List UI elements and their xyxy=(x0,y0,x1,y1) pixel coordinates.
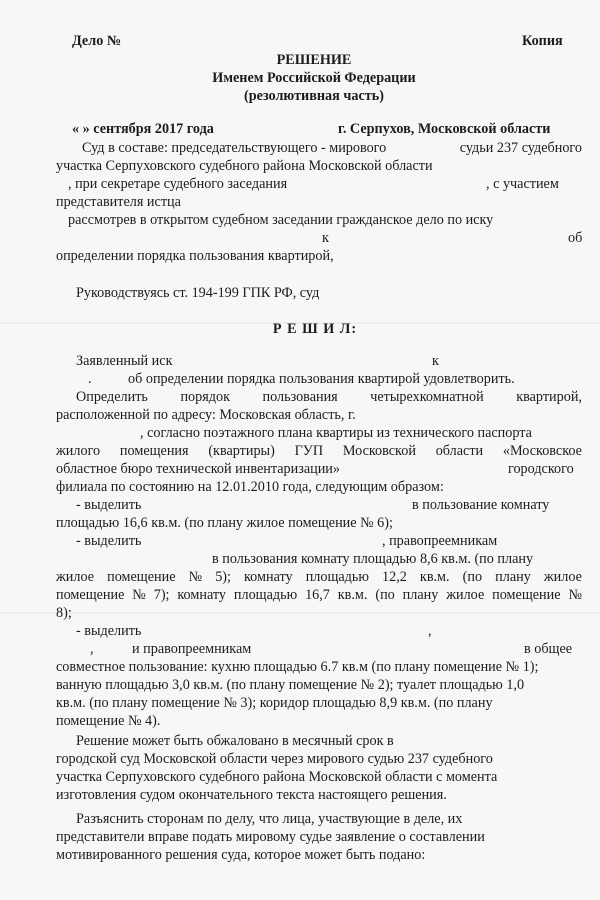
allocation-item-3-common: в общее xyxy=(524,641,573,657)
floor-plan-line: жилого помещения (квартиры) ГУП Московской области «Московское xyxy=(56,443,582,459)
allocation-item-2-room: в пользования комнату площадью 8,6 кв.м. (по плану xyxy=(212,551,534,567)
allocation-item-3: - выделить xyxy=(76,623,142,639)
plaintiff-representative-line: представителя истца xyxy=(56,194,181,210)
copy-label: Копия xyxy=(522,33,563,49)
appeal-paragraph: городской суд Московской области через мирового судью 237 судебного xyxy=(56,751,493,767)
document-title: РЕШЕНИЕ xyxy=(276,52,352,68)
common-use-line: совместное пользование: кухню площадью 6.7 кв.м (по плану помещение № 1); xyxy=(56,659,539,675)
secretary-line: , при секретаре судебного заседания xyxy=(68,176,288,192)
subject-preposition: об xyxy=(568,230,583,246)
document-part-label: (резолютивная часть) xyxy=(244,88,384,104)
allocation-item-2-successors: , правопреемникам xyxy=(382,533,498,549)
allocation-item-1: - выделить xyxy=(76,497,142,513)
appeal-paragraph: участка Серпуховского судебного района Московской области с момента xyxy=(56,769,498,785)
claim-defendant-marker: к xyxy=(432,353,439,369)
order-line: Определить порядок пользования четырехкомнатной квартирой, xyxy=(76,389,582,405)
allocation-item-2-end: 8); xyxy=(56,605,72,621)
decision-place: г. Серпухов, Московской области xyxy=(338,121,551,137)
scan-artifact-line xyxy=(0,612,600,614)
allocation-item-2: - выделить xyxy=(76,533,142,549)
court-composition-line: Суд в составе: председательствующего - мирового судьи 237 судебного xyxy=(82,140,582,156)
bti-branch-text: городского xyxy=(508,461,574,477)
allocation-item-3-successors: и правопреемникам xyxy=(132,641,252,657)
allocation-item-1-use: в пользование комнату xyxy=(412,497,550,513)
subject-line: определении порядка пользования квартирой, xyxy=(56,248,334,264)
explanation-paragraph: представители вправе подать мировому судье заявление о составлении xyxy=(56,829,485,845)
claim-period-marker: . xyxy=(88,371,92,387)
appeal-paragraph: Решение может быть обжаловано в месячный срок в xyxy=(76,733,394,749)
allocation-item-3-comma: , xyxy=(90,641,94,657)
decision-heading: Р Е Ш И Л: xyxy=(272,321,358,337)
claim-line: Заявленный иск xyxy=(76,353,173,369)
bti-line: областное бюро технической инвентаризации» xyxy=(56,461,340,477)
document-subtitle: Именем Российской Федерации xyxy=(212,70,416,86)
allocation-item-2-rooms: помещение № 7); комнату площадью 16,7 кв.м. (по плану жилое помещение № xyxy=(56,587,582,603)
address-line: расположенной по адресу: Московская область, г. xyxy=(56,407,356,423)
common-use-line: ванную площадью 3,0 кв.м. (по плану помещение № 2); туалет площадью 1,0 xyxy=(56,677,525,693)
case-number-label: Дело № xyxy=(72,33,122,49)
allocation-item-2-rooms: жилое помещение № 5); комнату площадью 12,2 кв.м. (по плану жилое xyxy=(56,569,582,585)
appeal-paragraph: изготовления судом окончательного текста настоящего решения. xyxy=(56,787,447,803)
participation-text: , с участием xyxy=(486,176,559,192)
claim-satisfied-line: об определении порядка пользования квартирой удовлетворить. xyxy=(128,371,515,387)
branch-date-line: филиала по состоянию на 12.01.2010 года, следующим образом: xyxy=(56,479,444,495)
common-use-line: кв.м. (по плану помещение № 3); коридор площадью 8,9 кв.м. (по плану xyxy=(56,695,493,711)
legal-basis-line: Руководствуясь ст. 194-199 ГПК РФ, суд xyxy=(76,285,320,301)
explanation-paragraph: мотивированного решения суда, которое может быть подано: xyxy=(56,847,426,863)
floor-plan-line: , согласно поэтажного плана квартиры из технического паспорта xyxy=(140,425,532,441)
allocation-item-1-room: площадью 16,6 кв.м. (по плану жилое помещение № 6); xyxy=(56,515,393,531)
case-review-line: рассмотрев в открытом судебном заседании гражданское дело по иску xyxy=(68,212,494,228)
explanation-paragraph: Разъяснить сторонам по делу, что лица, участвующие в деле, их xyxy=(76,811,463,827)
common-use-line: помещение № 4). xyxy=(56,713,161,729)
decision-date: « » сентября 2017 года xyxy=(72,121,214,137)
court-district-line: участка Серпуховского судебного района Московской области xyxy=(56,158,433,174)
defendant-marker: к xyxy=(322,230,329,246)
allocation-item-3-comma: , xyxy=(428,623,432,639)
